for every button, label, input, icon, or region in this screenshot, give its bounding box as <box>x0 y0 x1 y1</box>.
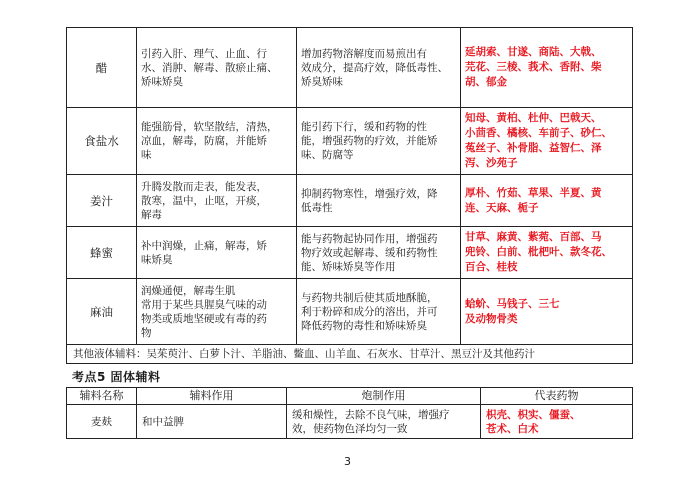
processing-effect: 与药物共制后使其质地酥脆， 利于粉碎和成分的溶出，并可 降低药物的毒性和矫味矫臭 <box>297 279 461 345</box>
excipient-function: 补中润燥，止痛，解毒，矫 味矫臭 <box>137 227 297 279</box>
excipient-name: 姜汁 <box>67 175 137 227</box>
table-row <box>67 28 633 108</box>
solid-excipients-table <box>66 387 633 439</box>
page-number: 3 <box>344 455 351 468</box>
column-header: 炮制作用 <box>287 388 481 405</box>
table-row <box>67 279 633 345</box>
excipient-function: 和中益脾 <box>137 405 287 439</box>
liquid-excipients-table <box>66 27 633 364</box>
excipient-name: 蜂蜜 <box>67 227 137 279</box>
other-liquid-excipients-note: 其他液体辅料：吴茱萸汁、白萝卜汁、羊脂油、鳖血、山羊血、石灰水、甘草汁、黑豆汁及其他药汁 <box>67 345 633 364</box>
table-row <box>67 175 633 227</box>
excipient-function: 润燥通便，解毒生肌 常用于某些具腥臭气味的动 物类或质地坚硬或有毒的药 物 <box>137 279 297 345</box>
column-header: 代表药物 <box>481 388 633 405</box>
excipient-name: 麦麸 <box>67 405 137 439</box>
representative-herbs: 延胡索、甘遂、商陆、大戟、 芫花、三棱、莪术、香附、柴 胡、郁金 <box>461 28 633 108</box>
excipient-function: 能强筋骨，软坚散结，清热， 凉血，解毒，防腐，并能矫 味 <box>137 108 297 175</box>
table-row <box>67 405 633 439</box>
processing-effect: 能引药下行，缓和药物的性 能，增强药物的疗效，并能矫 味、防腐等 <box>297 108 461 175</box>
processing-effect: 增加药物溶解度而易煎出有 效成分，提高疗效，降低毒性、 矫臭矫味 <box>297 28 461 108</box>
excipient-function: 升腾发散而走表，能发表， 散寒，温中，止呕，开痰， 解毒 <box>137 175 297 227</box>
excipient-function: 引药入肝、理气、止血、行 水、消肿、解毒、散瘀止痛、 矫味矫臭 <box>137 28 297 108</box>
representative-herbs: 枳壳、枳实、僵蚕、 苍术、白术 <box>481 405 633 439</box>
processing-effect: 抑制药物寒性，增强疗效，降 低毒性 <box>297 175 461 227</box>
representative-herbs: 知母、黄柏、杜仲、巴戟天、 小茴香、橘核、车前子、砂仁、 菟丝子、补骨脂、益智仁、泽 泻、沙苑子 <box>461 108 633 175</box>
excipient-name: 麻油 <box>67 279 137 345</box>
representative-herbs: 甘草、麻黄、紫菀、百部、马 兜铃、白前、枇杷叶、款冬花、 百合、桂枝 <box>461 227 633 279</box>
table-header-row <box>67 388 633 405</box>
representative-herbs: 厚朴、竹茹、草果、半夏、黄 连、天麻、栀子 <box>461 175 633 227</box>
representative-herbs: 蛤蚧、马钱子、三七 及动物骨类 <box>461 279 633 345</box>
excipient-name: 食盐水 <box>67 108 137 175</box>
table-row <box>67 345 633 364</box>
processing-effect: 能与药物起协同作用，增强药 物疗效或起解毒、缓和药物性 能、矫味矫臭等作用 <box>297 227 461 279</box>
table-row <box>67 108 633 175</box>
processing-effect: 缓和燥性，去除不良气味，增强疗 效，使药物色泽均匀一致 <box>287 405 481 439</box>
column-header: 辅料名称 <box>67 388 137 405</box>
table-row <box>67 227 633 279</box>
section-title: 考点5 固体辅料 <box>72 370 161 384</box>
excipient-name: 醋 <box>67 28 137 108</box>
column-header: 辅料作用 <box>137 388 287 405</box>
